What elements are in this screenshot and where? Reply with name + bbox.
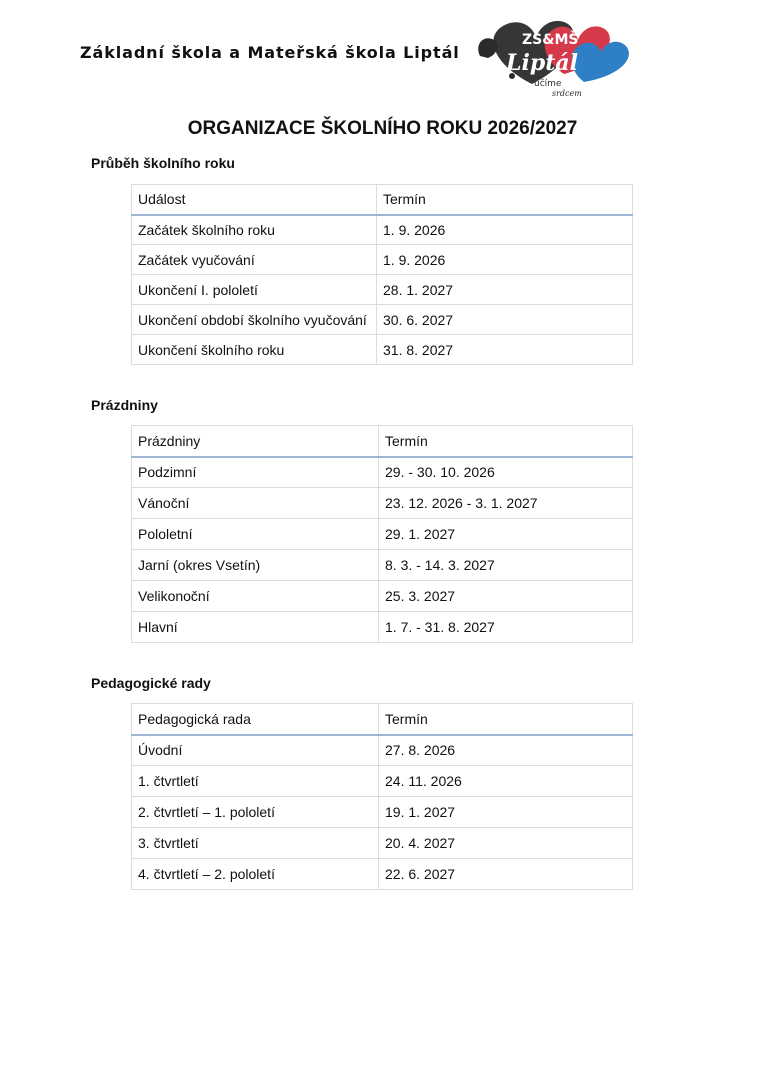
page-title: ORGANIZACE ŠKOLNÍHO ROKU 2026/2027 <box>187 118 578 139</box>
school-logo <box>472 14 638 98</box>
table-row <box>132 550 633 581</box>
table-row <box>132 215 633 245</box>
header-cell: Pedagogická rada <box>132 704 379 735</box>
logo-text-line2: srdcem <box>552 89 582 98</box>
cell: Velikonoční <box>132 581 379 612</box>
cell: Vánoční <box>132 488 379 519</box>
section-title-school-year: Průběh školního roku <box>91 155 235 171</box>
cell: Ukončení období školního vyučování <box>132 305 377 335</box>
cell: 8. 3. - 14. 3. 2027 <box>379 550 633 581</box>
table-teacher-meetings <box>131 703 633 890</box>
cell: Úvodní <box>132 735 379 766</box>
table-row <box>132 581 633 612</box>
header-cell: Termín <box>379 426 633 457</box>
cell: 27. 8. 2026 <box>379 735 633 766</box>
cell: 23. 12. 2026 - 3. 1. 2027 <box>379 488 633 519</box>
cell: Začátek školního roku <box>132 215 377 245</box>
cell: 29. 1. 2027 <box>379 519 633 550</box>
logo-text-top: ZŠ&MŠ <box>522 32 579 48</box>
table-row <box>132 519 633 550</box>
table-row <box>132 612 633 643</box>
cell: 19. 1. 2027 <box>379 797 633 828</box>
cell: 4. čtvrtletí – 2. pololetí <box>132 859 379 890</box>
cell: 30. 6. 2027 <box>377 305 633 335</box>
table-row <box>132 859 633 890</box>
cell: 31. 8. 2027 <box>377 335 633 365</box>
table-holidays <box>131 425 633 643</box>
cell: 2. čtvrtletí – 1. pololetí <box>132 797 379 828</box>
cell: Hlavní <box>132 612 379 643</box>
cell: Ukončení školního roku <box>132 335 377 365</box>
header-cell: Termín <box>377 185 633 215</box>
table-school-year <box>131 184 633 365</box>
section-title-teacher-meetings: Pedagogické rady <box>91 675 211 691</box>
cell: 1. 9. 2026 <box>377 215 633 245</box>
school-name: Základní škola a Mateřská škola Liptál <box>80 43 460 62</box>
cell: Podzimní <box>132 457 379 488</box>
cell: Jarní (okres Vsetín) <box>132 550 379 581</box>
table-row <box>132 305 633 335</box>
cell: 24. 11. 2026 <box>379 766 633 797</box>
cell: Ukončení I. pololetí <box>132 275 377 305</box>
header-cell: Termín <box>379 704 633 735</box>
table-row <box>132 766 633 797</box>
logo-text-name: Liptál <box>506 50 578 76</box>
header-cell: Událost <box>132 185 377 215</box>
table-row <box>132 457 633 488</box>
cell: Pololetní <box>132 519 379 550</box>
table-header-row <box>132 704 633 735</box>
cell: 29. - 30. 10. 2026 <box>379 457 633 488</box>
table-row <box>132 735 633 766</box>
table-header-row <box>132 185 633 215</box>
cell: 3. čtvrtletí <box>132 828 379 859</box>
cell: 1. 7. - 31. 8. 2027 <box>379 612 633 643</box>
logo-text-line1: učíme <box>534 79 562 89</box>
table-row <box>132 245 633 275</box>
cell: 20. 4. 2027 <box>379 828 633 859</box>
cell: 1. čtvrtletí <box>132 766 379 797</box>
table-row <box>132 797 633 828</box>
logo-leaf-shape <box>478 38 497 58</box>
table-row <box>132 335 633 365</box>
cell: 1. 9. 2026 <box>377 245 633 275</box>
cell: 22. 6. 2027 <box>379 859 633 890</box>
section-title-holidays: Prázdniny <box>91 397 158 413</box>
table-row <box>132 488 633 519</box>
header-cell: Prázdniny <box>132 426 379 457</box>
cell: 28. 1. 2027 <box>377 275 633 305</box>
table-row <box>132 275 633 305</box>
cell: Začátek vyučování <box>132 245 377 275</box>
table-header-row <box>132 426 633 457</box>
table-row <box>132 828 633 859</box>
cell: 25. 3. 2027 <box>379 581 633 612</box>
